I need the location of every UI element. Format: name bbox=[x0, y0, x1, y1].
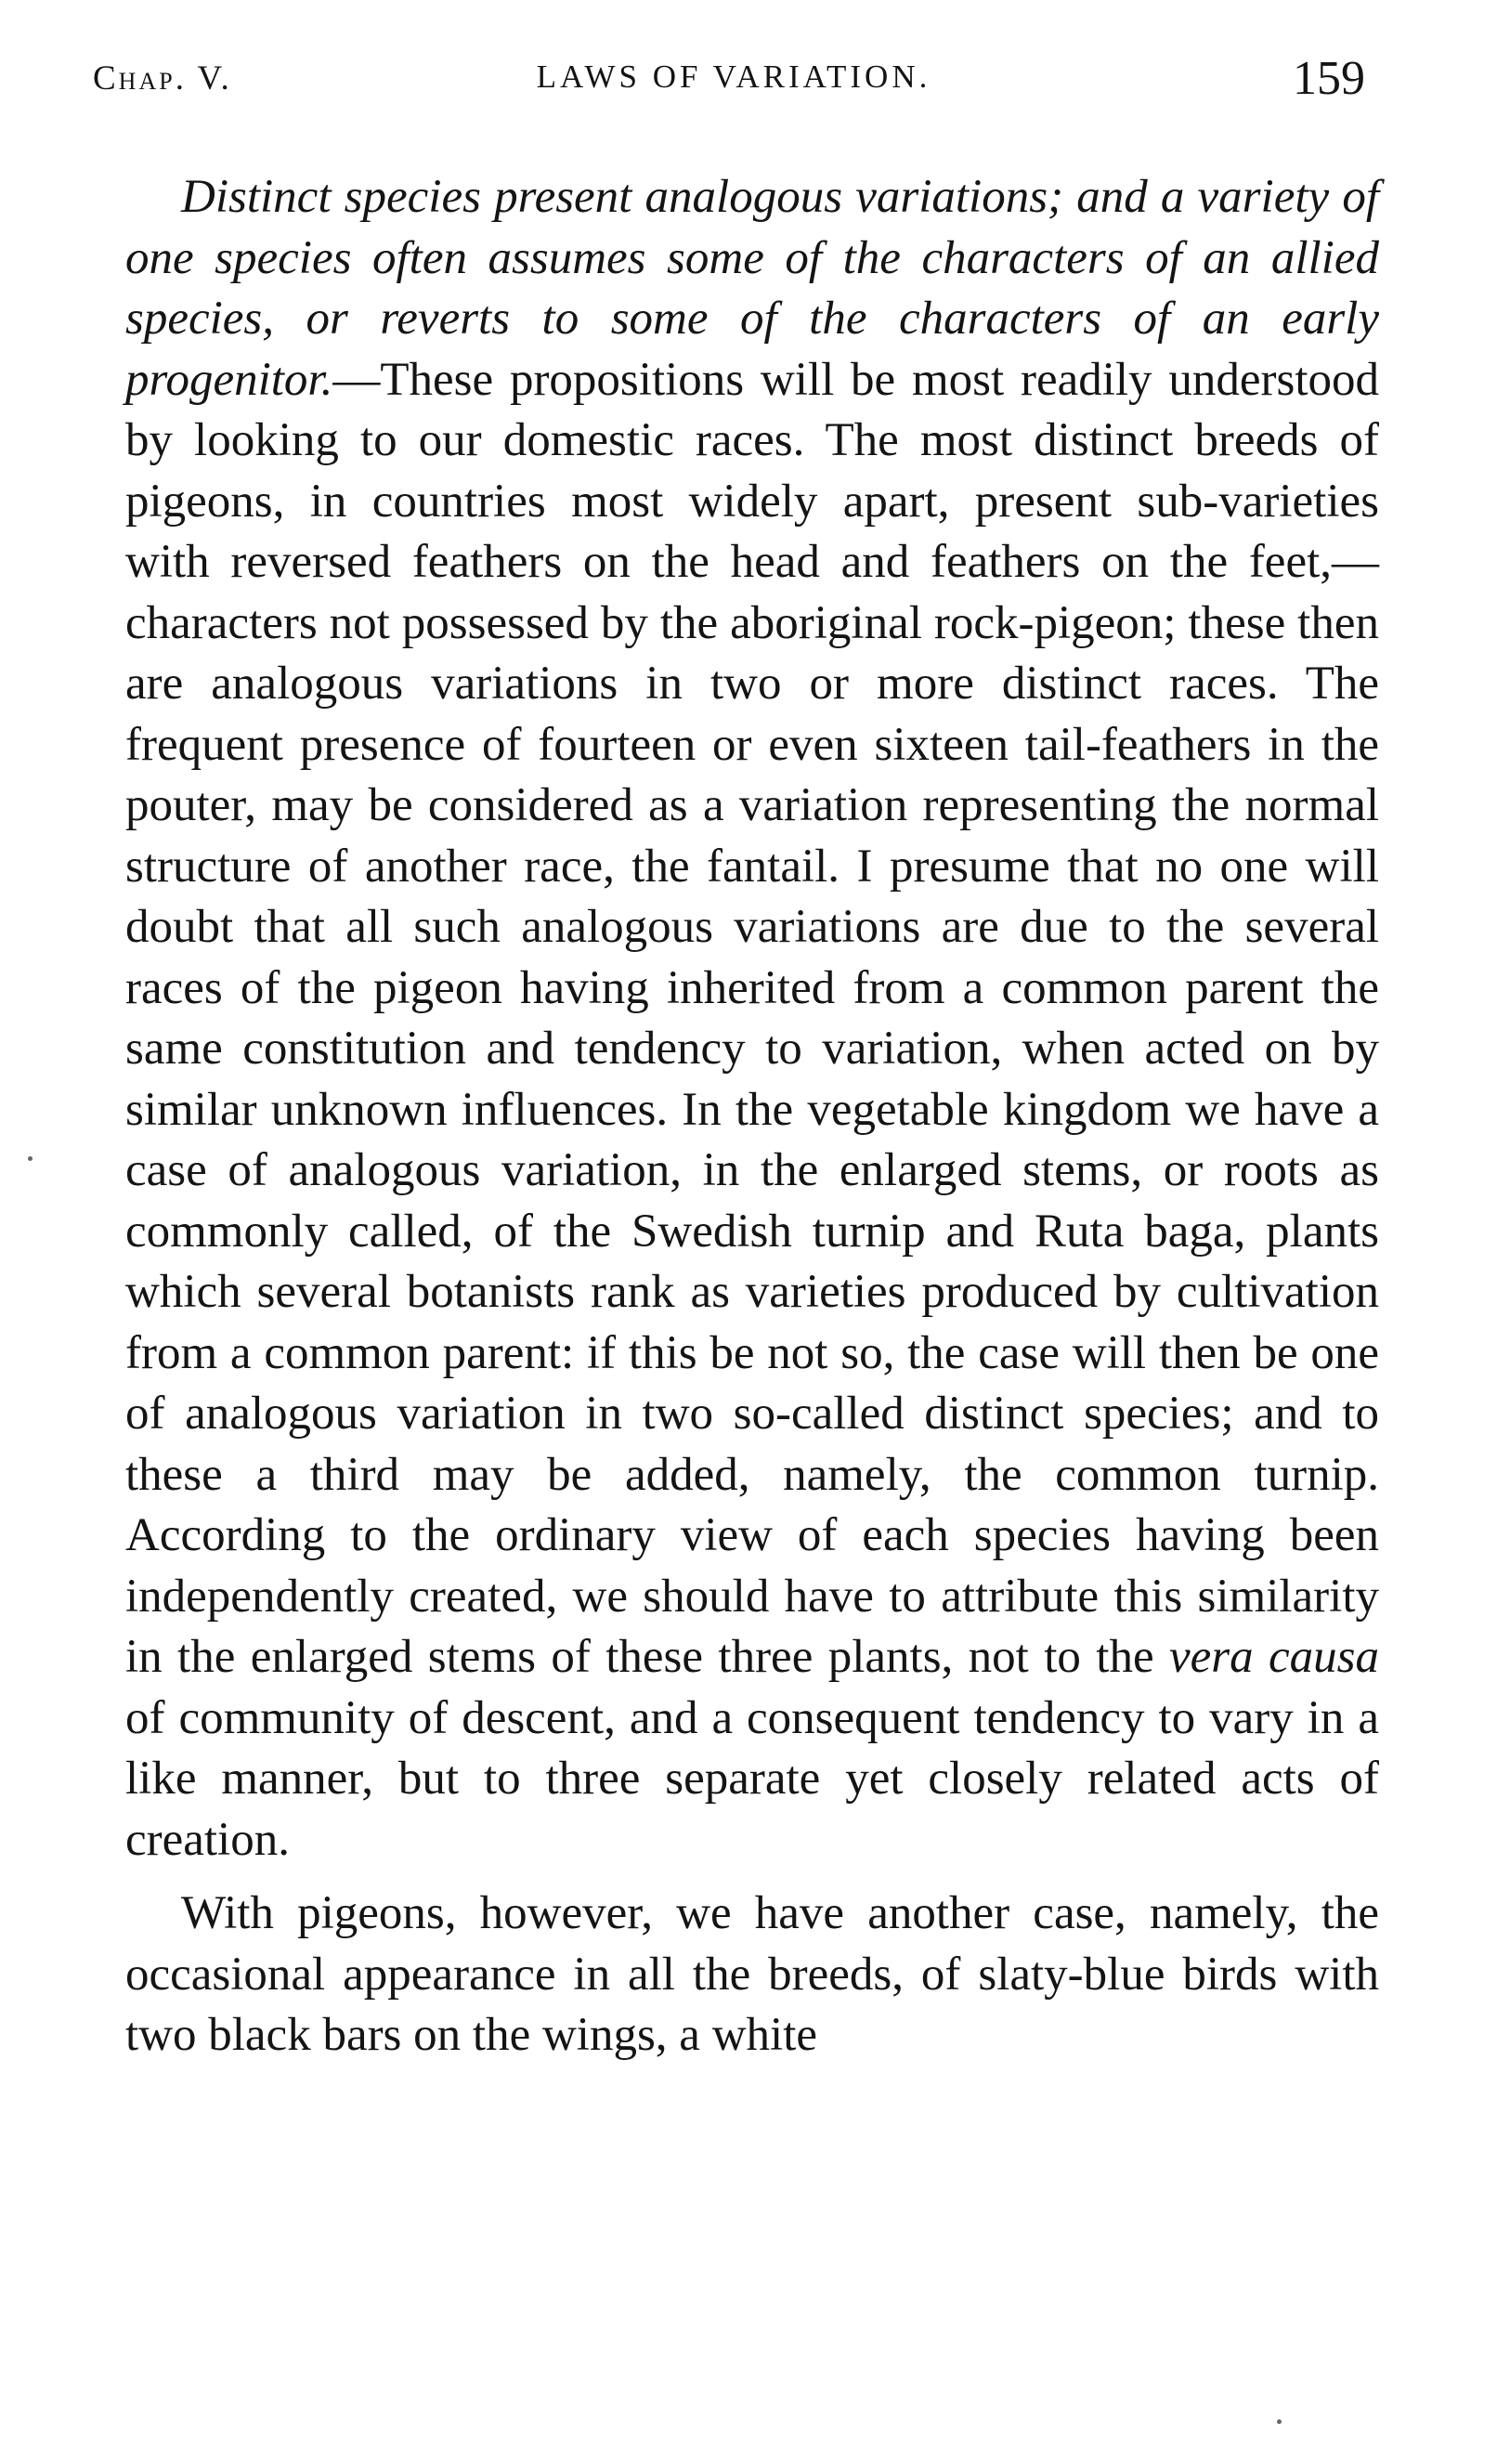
running-header bbox=[93, 51, 1374, 116]
italic-phrase: vera causa bbox=[1169, 1631, 1379, 1683]
italic-lead: Distinct species present analogous variations; and a variety of one species often assumes some of the characters of an allied species, or reverts to some of the characters of an early progenitor. bbox=[125, 171, 1379, 406]
paragraph-1-text-b: of community of descent, and a consequent tendency to vary in a like manner, but to three separate yet closely related acts of creation. bbox=[125, 1691, 1379, 1866]
paragraph-1-text-a: —These propositions will be most readily understood by looking to our domestic races. The most distinct breeds of pigeons, in countries most widely apart, present sub-varieties with reversed feathers on the head and feathers on the feet,—characters not possessed by the aboriginal rock-pigeon; these then are analogous variations in two or more distinct races. The frequent presence of fourteen or even sixteen tail-feathers in the pouter, may be considered as a variation representing the normal structure of another race, the fantail. I presume that no one will doubt that all such analogous variations are due to the several races of the pigeon having inherited from a common parent the same constitution and tendency to variation, when acted on by similar unknown influences. In the vegetable kingdom we have a case of analogous variation, in the enlarged stems, or roots as commonly called, of the Swedish turnip and Ruta baga, plants which several botanists rank as varieties produced by cultivation from a common parent: if this be not so, the case will then be one of analogous variation in two so-called distinct species; and to these a third may be added, namely, the common turnip. According to the ordinary view of each species having been independently created, we should have to attribute this similarity in the enlarged stems of these three plants, not to the bbox=[125, 353, 1379, 1683]
print-speck bbox=[28, 1156, 33, 1161]
page-number: 159 bbox=[1293, 52, 1365, 105]
paragraph-1 bbox=[125, 167, 1379, 1871]
chapter-label: Chap. V. bbox=[93, 59, 232, 98]
body-text bbox=[125, 167, 1379, 2066]
print-speck bbox=[1277, 2419, 1282, 2424]
running-title: LAWS OF VARIATION. bbox=[536, 59, 931, 95]
paragraph-2: With pigeons, however, we have another case, namely, the occasional appearance in all the breeds, of slaty-blue birds with two black bars on the wings, a white bbox=[125, 1887, 1379, 2061]
